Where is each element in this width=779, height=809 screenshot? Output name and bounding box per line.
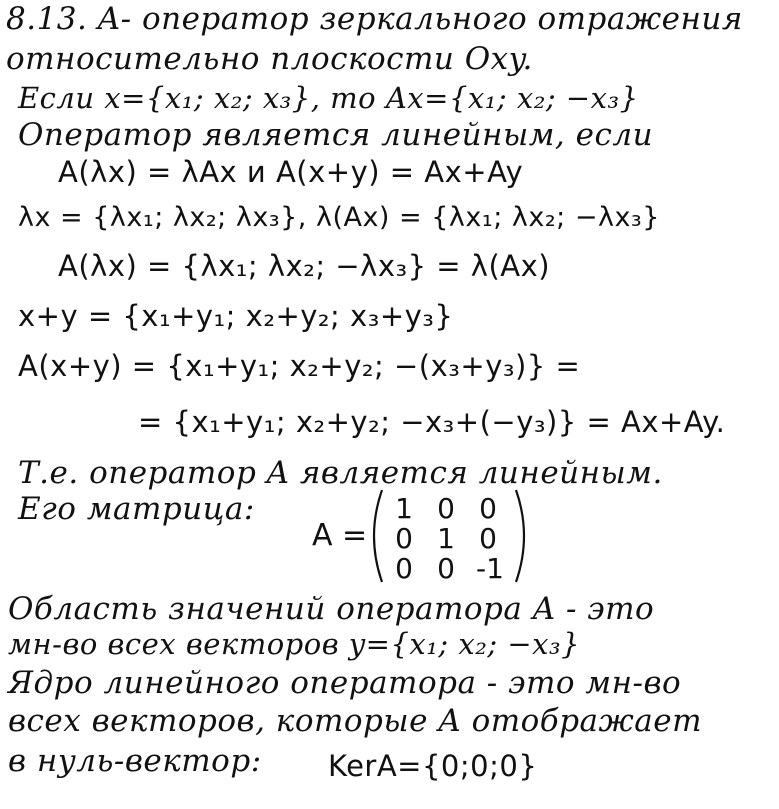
kernel-definition-end: в нуль-вектор: (8, 743, 262, 779)
homogeneity-proof: A(λx) = {λx₁; λx₂; −λx₃} = λ(Ax) (58, 249, 551, 283)
matrix-cell: 1 (395, 492, 413, 525)
kernel-definition-cont: всех векторов, которые A отображает (8, 703, 703, 739)
matrix-cell: 1 (437, 522, 455, 555)
matrix-cell: 0 (437, 492, 455, 525)
sum-vector-line: x+y = {x₁+y₁; x₂+y₂; x₃+y₃} (18, 299, 454, 333)
matrix-cell: -1 (476, 552, 504, 585)
range-vectors: мн-во всех векторов y={x₁; x₂; −x₃} (8, 627, 581, 661)
definition-line: Если x={x₁; x₂; x₃}, то Ax={x₁; x₂; −x₃} (18, 81, 639, 115)
range-definition: Область значений оператора A - это (8, 591, 655, 627)
conclusion-line: Т.е. оператор A является линейным. (18, 455, 663, 491)
linearity-condition: Оператор является линейным, если (18, 117, 654, 153)
matrix-cell: 0 (437, 552, 455, 585)
right-parenthesis (512, 488, 534, 584)
linearity-formulas: A(λx) = λAx и A(x+y) = Ax+Ay (58, 155, 524, 189)
left-parenthesis (364, 488, 386, 584)
problem-heading-cont: относительно плоскости Oxy. (6, 41, 533, 77)
kernel-result: KerA={0;0;0} (328, 749, 538, 783)
matrix-caption: Его матрица: (18, 491, 255, 527)
additivity-proof-1: A(x+y) = {x₁+y₁; x₂+y₂; −(x₃+y₃)} = (18, 349, 581, 383)
operator-matrix (312, 488, 542, 588)
matrix-label: A = (312, 518, 368, 553)
matrix-cell: 0 (395, 552, 413, 585)
kernel-definition: Ядро линейного оператора - это мн-во (8, 665, 682, 701)
matrix-cell: 0 (479, 522, 497, 555)
matrix-cell: 0 (395, 522, 413, 555)
additivity-proof-2: = {x₁+y₁; x₂+y₂; −x₃+(−y₃)} = Ax+Ay. (138, 405, 726, 439)
matrix-cell: 0 (479, 492, 497, 525)
lambda-x-line: λx = {λx₁; λx₂; λx₃}, λ(Ax) = {λx₁; λx₂; −λx₃} (18, 202, 660, 233)
problem-heading: 8.13. A- оператор зеркального отражения (6, 1, 743, 37)
